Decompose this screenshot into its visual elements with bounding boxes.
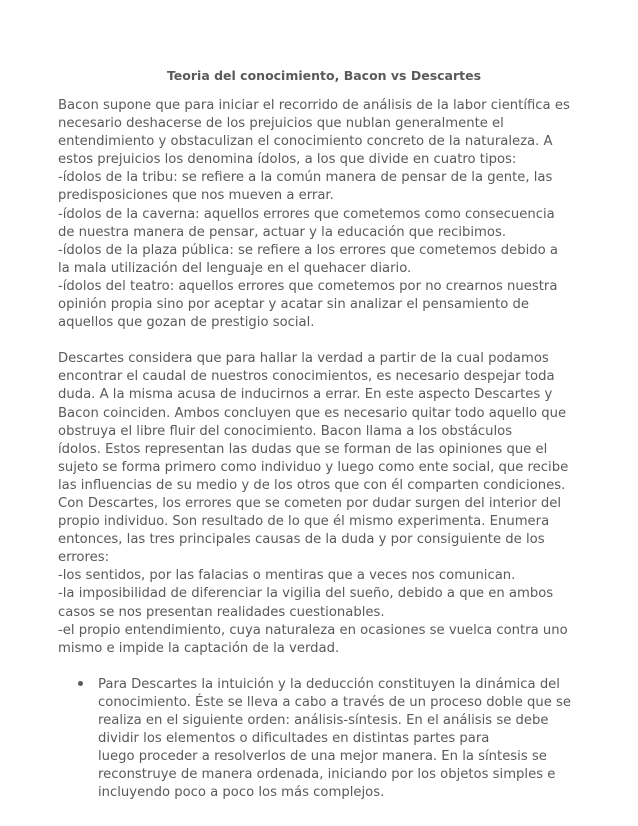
text-line: Bacon supone que para iniciar el recorrido de análisis de la labor científica es [58,98,570,113]
text-line: conocimiento. Éste se lleva a cabo a través de un proceso doble que se [98,694,572,710]
text-line: de nuestra manera de pensar, actuar y la educación que recibimos. [58,224,507,240]
text-line: -ídolos de la tribu: se refiere a la común manera de pensar de la gente, las [58,170,553,186]
document-page [58,67,578,802]
text-line: mismo e impide la captación de la verdad. [58,640,340,656]
paragraph-gap [58,658,578,676]
text-line: propio individuo. Son resultado de lo que él mismo experimenta. Enumera [58,514,550,530]
list-item [58,676,578,803]
text-line: -ídolos de la caverna: aquellos errores que cometemos como consecuencia [58,206,555,222]
text-line: las influencias de su medio y de los otros que con él comparten condiciones. [58,477,566,493]
bullet-text [98,676,578,803]
text-line: Descartes considera que para hallar la verdad a partir de la cual podamos [58,351,549,367]
text-line: dividir los elementos o dificultades en distintas partes para [98,731,490,747]
text-line: Con Descartes, los errores que se cometen por dudar surgen del interior del [58,495,562,511]
text-line: casos se nos presentan realidades cuestionables. [58,604,385,620]
text-line: sujeto se forma primero como individuo y luego como ente social, que recibe [58,459,569,475]
text-line: encontrar el caudal de nuestros conocimientos, es necesario despejar toda [58,369,555,385]
text-line: estos prejuicios los denomina ídolos, a los que divide en cuatro tipos: [58,152,517,168]
text-line: Bacon coinciden. Ambos concluyen que es necesario quitar todo aquello que [58,405,567,421]
text-line: -ídolos de la plaza pública: se refiere a los errores que cometemos debido a [58,242,558,258]
bullet-icon [78,681,83,686]
text-line: entonces, las tres principales causas de la duda y por consiguiente de los [58,532,545,548]
text-line: -la imposibilidad de diferenciar la vigilia del sueño, debido a que en ambos [58,586,554,602]
text-line: aquellos que gozan de prestigio social. [58,315,315,331]
text-line: -los sentidos, por las falacias o mentiras que a veces nos comunican. [58,568,516,584]
text-line: -ídolos del teatro: aquellos errores que cometemos por no crearnos nuestra [58,278,558,294]
text-line: luego proceder a resolverlos de una mejor manera. En la síntesis se [98,749,547,765]
document-title: Teoria del conocimiento, Bacon vs Descartes [166,68,482,83]
text-line: entendimiento y obstaculizan el conocimiento concreto de la naturaleza. A [58,134,553,150]
paragraph-descartes [58,350,578,658]
paragraph-bacon [58,97,578,332]
text-line: obstruya el libre fluir del conocimiento. Bacon llama a los obstáculos [58,423,513,439]
text-line: reconstruye de manera ordenada, iniciando por los objetos simples e [98,767,556,783]
text-line: ídolos. Estos representan las dudas que se forman de las opiniones que el [58,441,548,457]
text-line: realiza en el siguiente orden: análisis-síntesis. En el análisis se debe [98,713,549,728]
text-line: -el propio entendimiento, cuya naturaleza en ocasiones se vuelca contra uno [58,622,568,638]
text-line: Para Descartes la intuición y la deducción constituyen la dinámica del [98,676,560,692]
text-line: necesario deshacerse de los prejuicios que nublan generalmente el [58,116,504,132]
text-line: duda. A la misma acusa de inducirnos a errar. En este aspecto Descartes y [58,387,553,403]
text-line: errores: [58,550,110,566]
text-line: la mala utilización del lenguaje en el quehacer diario. [58,260,412,276]
text-line: predisposiciones que nos mueven a errar. [58,188,334,204]
text-line: incluyendo poco a poco los más complejos. [98,785,385,801]
paragraph-gap [58,332,578,350]
text-line: opinión propia sino por aceptar y acatar sin analizar el pensamiento de [58,297,529,313]
bullet-list [58,676,578,803]
